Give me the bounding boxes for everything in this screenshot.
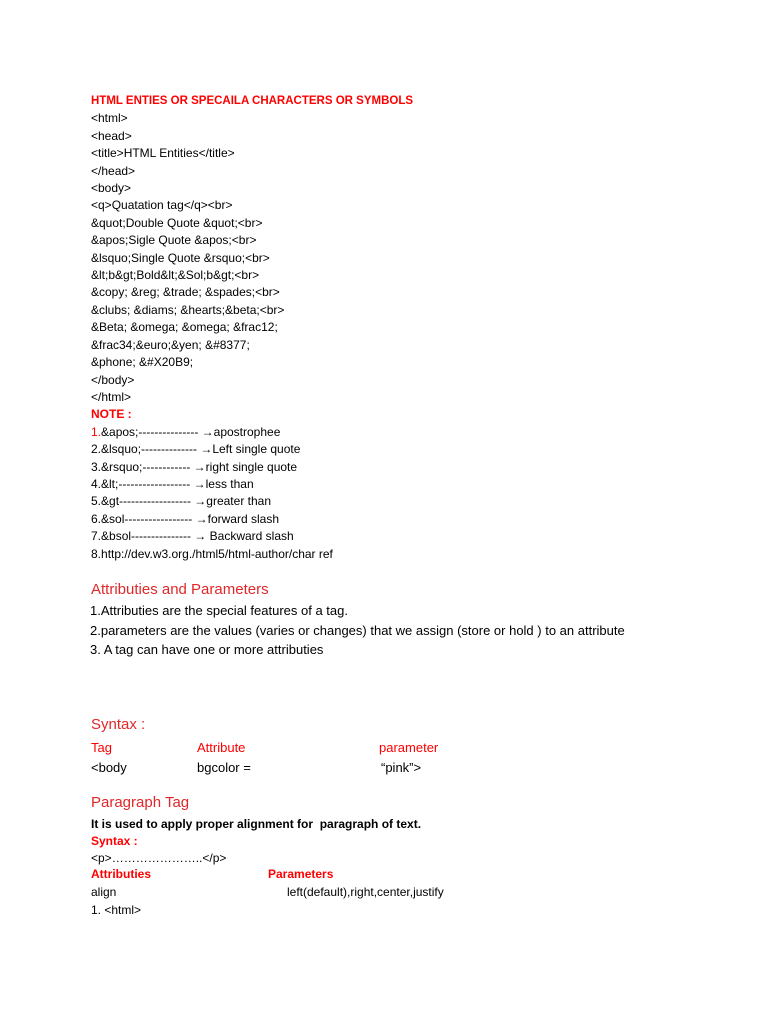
code-line: </html> [91,390,132,404]
note-number: 1. [91,425,102,439]
note-item [91,425,280,439]
code-line: &Beta; &omega; &omega; &frac12; [91,320,278,334]
code-line: &apos;Sigle Quote &apos;<br> [91,233,257,247]
note-text: &sol----------------- →forward slash [101,512,279,526]
code-line: <q>Quatation tag</q><br> [91,198,233,212]
code-line: &quot;Double Quote &quot;<br> [91,216,263,230]
code-line: &lt;b&gt;Bold&lt;&Sol;b&gt;<br> [91,268,260,282]
note-text: http://dev.w3.org./html5/html-author/char ref [101,547,333,561]
code-line: <title>HTML Entities</title> [91,146,235,160]
note-item [91,442,300,456]
paragraph-row-parameter: left(default),right,center,justify [287,885,444,899]
note-text: &lt;------------------ →less than [101,477,254,491]
syntax-header-tag: Tag [91,740,112,755]
code-line: </head> [91,164,136,178]
note-number: 2. [91,442,102,456]
code-line: &clubs; &diams; &hearts;&beta;<br> [91,303,285,317]
code-line: &lsquo;Single Quote &rsquo;<br> [91,251,270,265]
paragraph-list-item: 1. <html> [91,903,142,917]
note-item [91,512,279,526]
paragraph-header-parameters: Parameters [268,867,334,881]
attributes-point: 3. A tag can have one or more attributies [90,642,324,657]
syntax-value-parameter: “pink”> [381,760,422,775]
paragraph-syntax-label: Syntax : [91,834,138,848]
note-number: 4. [91,477,102,491]
paragraph-header-attributes: Attributies [91,867,151,881]
note-number: 5. [91,494,102,508]
note-text: &bsol--------------- → Backward slash [101,529,294,543]
note-item [91,460,297,474]
note-item [91,494,271,508]
code-line: </body> [91,373,135,387]
note-text: &rsquo;------------ →right single quote [101,460,298,474]
code-line: &frac34;&euro;&yen; &#8377; [91,338,250,352]
note-text: &gt------------------ →greater than [101,494,272,508]
code-line: <html> [91,111,128,125]
note-item [91,477,254,491]
note-number: 3. [91,460,102,474]
note-label: NOTE : [91,407,132,421]
note-item [91,547,333,561]
attributes-point: 1.Attributies are the special features of a tag. [90,603,348,618]
entities-heading: HTML ENTIES OR SPECAILA CHARACTERS OR SYMBOLS [91,95,414,107]
attributes-heading: Attributies and Parameters [91,581,269,598]
note-number: 8. [91,547,102,561]
note-number: 6. [91,512,102,526]
attributes-point: 2.parameters are the values (varies or changes) that we assign (store or hold ) to an attribute [90,623,625,638]
syntax-header-parameter: parameter [379,740,439,755]
note-number: 7. [91,529,102,543]
paragraph-row-attribute: align [91,885,117,899]
paragraph-syntax-code: <p>…………………..</p> [91,851,227,865]
code-line: &copy; &reg; &trade; &spades;<br> [91,285,280,299]
code-line: <body> [91,181,132,195]
paragraph-tag-heading: Paragraph Tag [91,794,190,811]
code-line: <head> [91,129,132,143]
syntax-header-attribute: Attribute [197,740,246,755]
paragraph-description: It is used to apply proper alignment for paragraph of text. [91,817,422,831]
note-text: &lsquo;-------------- →Left single quote [101,442,301,456]
note-text: &apos;--------------- →apostrophee [101,425,281,439]
syntax-value-attribute: bgcolor = [197,760,251,775]
code-line: &phone; &#X20B9; [91,355,194,369]
syntax-value-tag: <body [91,760,127,775]
syntax-heading: Syntax : [91,716,146,733]
note-item [91,529,294,543]
